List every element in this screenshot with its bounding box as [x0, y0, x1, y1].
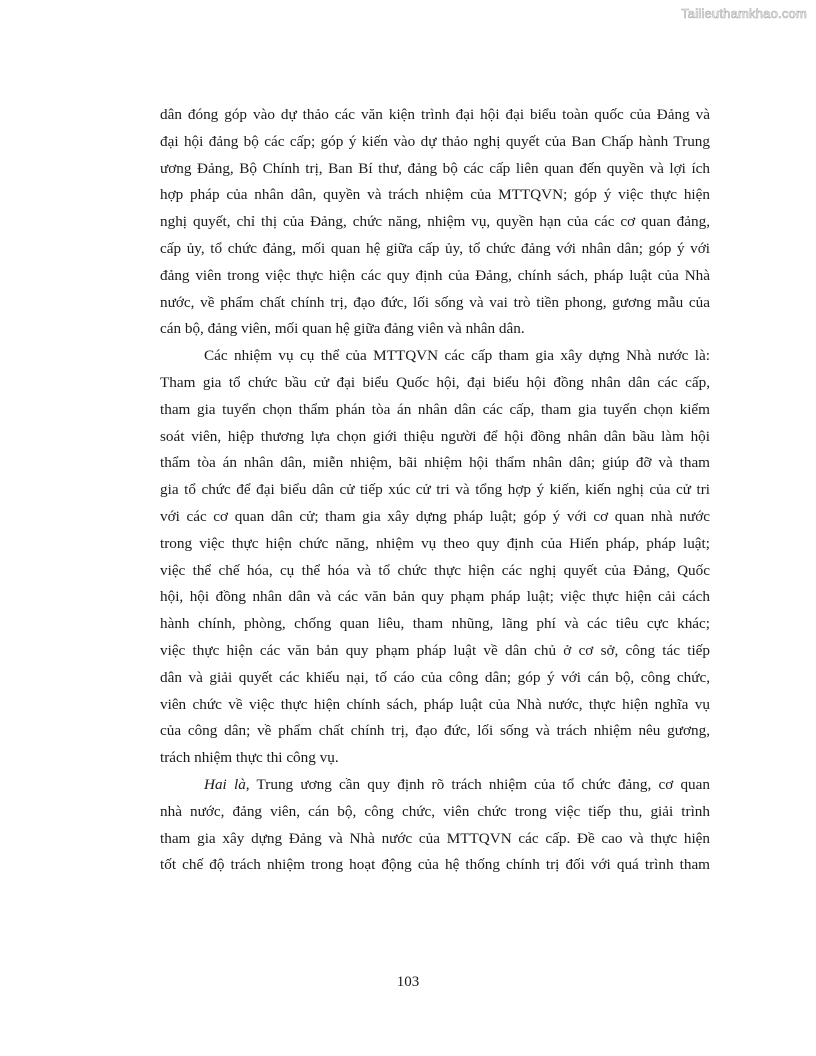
text-line: dân đóng góp vào dự thảo các văn kiện trình đại hội đại biểu toàn quốc của Đảng và	[160, 106, 710, 123]
text-line: cấp ủy, tổ chức đảng, mối quan hệ giữa cấp ủy, tổ chức đảng với nhân dân; góp ý với	[160, 239, 710, 257]
text-line: hội, hội đồng nhân dân và các văn bản quy phạm pháp luật; việc thực hiện cải cách	[160, 588, 710, 606]
text-line: đảng viên trong việc thực hiện các quy định của Đảng, chính sách, pháp luật của Nhà	[160, 266, 710, 284]
text-line: soát viên, hiệp thương lựa chọn giới thiệu người để hội đồng nhân dân bầu làm hội	[160, 427, 710, 445]
text-line: gia tổ chức để đại biểu dân cử tiếp xúc cử tri và tổng hợp ý kiến, kiến nghị của cử tri	[160, 481, 710, 499]
watermark: Tailieuthamkhao.com	[681, 6, 807, 21]
text-line: việc thực hiện các văn bản quy phạm pháp luật về dân chủ ở cơ sở, công tác tiếp	[160, 641, 710, 659]
text-line: tham gia tuyển chọn thẩm phán tòa án nhân dân các cấp, tham gia tuyển chọn kiểm	[160, 400, 710, 418]
italic-lead: Hai là,	[204, 775, 250, 793]
text-line: đại hội đảng bộ các cấp; góp ý kiến vào dự thảo nghị quyết của Ban Chấp hành Trung	[160, 132, 710, 150]
paragraph-3	[160, 772, 710, 879]
text-line: Tham gia tổ chức bầu cử đại biểu Quốc hội, đại biểu hội đồng nhân dân các cấp,	[160, 373, 710, 391]
text-line: viên chức về việc thực hiện chính sách, pháp luật của Nhà nước, thực hiện nghĩa vụ	[160, 695, 710, 713]
text-line-rest: Trung ương cần quy định rõ trách nhiệm của tổ chức đảng, cơ quan	[249, 775, 710, 793]
text-line	[160, 772, 710, 799]
text-line: thẩm tòa án nhân dân, miễn nhiệm, bãi nhiệm hội thẩm nhân dân; giúp đỡ và tham	[160, 454, 710, 472]
text-line: trách nhiệm thực thi công vụ.	[160, 749, 339, 767]
text-line: với các cơ quan dân cử; tham gia xây dựng pháp luật; góp ý với cơ quan nhà nước	[160, 507, 710, 525]
paragraph-2	[160, 343, 710, 772]
text-line: cán bộ, đảng viên, mối quan hệ giữa đảng viên và nhân dân.	[160, 320, 525, 338]
text-line: tốt chế độ trách nhiệm trong hoạt động của hệ thống chính trị đối với quá trình tham	[160, 856, 710, 874]
paragraph-1	[160, 102, 710, 343]
text-line: nghị quyết, chỉ thị của Đảng, chức năng, nhiệm vụ, quyền hạn của các cơ quan đảng,	[160, 213, 710, 231]
text-line: trong việc thực hiện chức năng, nhiệm vụ theo quy định của Hiến pháp, pháp luật;	[160, 534, 710, 552]
text-line: nhà nước, đảng viên, cán bộ, công chức, viên chức trong việc tiếp thu, giải trình	[160, 802, 710, 820]
text-line: ương Đảng, Bộ Chính trị, Ban Bí thư, đảng bộ các cấp liên quan đến quyền và lợi ích	[160, 159, 710, 177]
text-line: hợp pháp của nhân dân, quyền và trách nhiệm của MTTQVN; góp ý việc thực hiện	[160, 186, 710, 204]
page-number: 103	[396, 974, 420, 990]
text-line: Các nhiệm vụ cụ thể của MTTQVN các cấp tham gia xây dựng Nhà nước là:	[204, 347, 710, 365]
text-line: dân và giải quyết các khiếu nại, tố cáo của công dân; góp ý với cán bộ, công chức,	[160, 668, 710, 686]
document-body	[160, 102, 710, 879]
text-line: của công dân; về phẩm chất chính trị, đạo đức, lối sống và trách nhiệm nêu gương,	[160, 722, 710, 740]
text-line: hành chính, phòng, chống quan liêu, tham nhũng, lãng phí và các tiêu cực khác;	[160, 615, 710, 633]
text-line: việc thể chế hóa, cụ thể hóa và tổ chức thực hiện các nghị quyết của Đảng, Quốc	[160, 561, 710, 579]
text-line: tham gia xây dựng Đảng và Nhà nước của MTTQVN các cấp. Đề cao và thực hiện	[160, 829, 710, 847]
text-line: nước, về phẩm chất chính trị, đạo đức, lối sống và vai trò tiền phong, gương mẫu của	[160, 293, 710, 311]
